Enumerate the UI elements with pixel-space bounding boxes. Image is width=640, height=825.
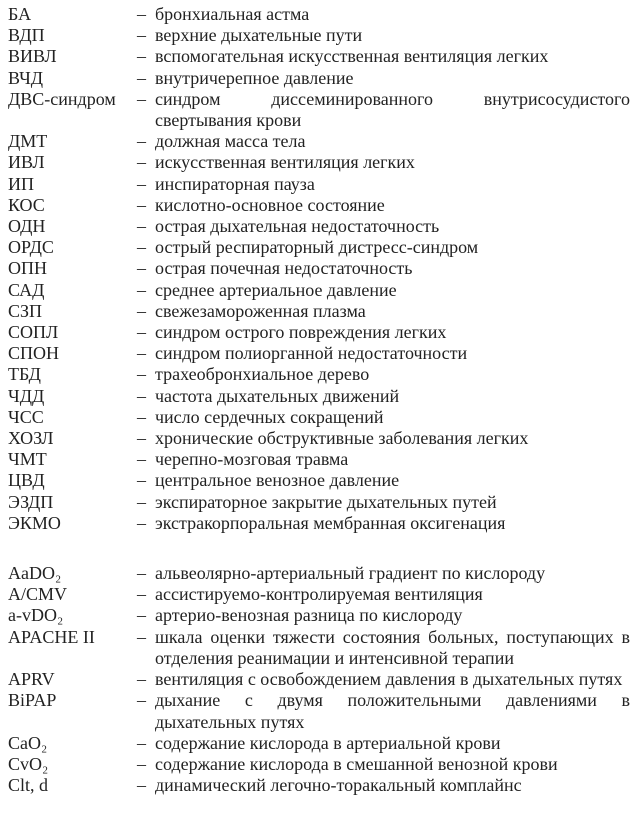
abbreviation-definition: синдром полиорганной недостаточности (155, 343, 468, 364)
abbreviation-term: ЧСС (8, 406, 44, 427)
abbreviation-entry (8, 364, 630, 385)
abbreviation-definition: вентиляция с освобождением давления в дыхательных путях (155, 669, 623, 690)
dash-separator: – (137, 753, 146, 774)
dash-separator: – (137, 406, 146, 427)
abbreviation-entry (8, 754, 630, 775)
abbreviation-term: a-vDO₂ (8, 605, 64, 626)
abbreviation-definition: острая дыхательная недостаточность (155, 216, 440, 237)
abbreviation-definition: синдром диссеминированного внутрисосудистого свертывания крови (155, 88, 630, 131)
abbreviation-section (8, 563, 630, 796)
abbreviation-entry (8, 563, 630, 584)
abbreviation-term: ХОЗЛ (8, 428, 54, 449)
abbreviation-entry (8, 449, 630, 470)
abbreviation-entry (8, 131, 630, 152)
abbreviation-term: БА (8, 4, 32, 24)
abbreviation-term: ОДН (8, 216, 46, 237)
abbreviation-definition: альвеолярно-артериальный градиент по кислороду (155, 563, 546, 584)
abbreviation-term: ВИВЛ (8, 46, 57, 67)
abbreviation-term: СПОН (8, 343, 60, 364)
dash-separator: – (137, 428, 146, 449)
abbreviation-term: САД (8, 279, 45, 300)
abbreviation-entry (8, 470, 630, 491)
abbreviation-entry (8, 301, 630, 322)
abbreviation-entry (8, 216, 630, 237)
abbreviation-term: ЧМТ (8, 449, 47, 470)
abbreviation-term: BiPAP (8, 690, 57, 711)
dash-separator: – (137, 669, 146, 690)
abbreviation-term: APACHE II (8, 626, 95, 647)
dash-separator: – (137, 25, 146, 46)
abbreviation-term: ДВС-синдром (8, 88, 116, 109)
abbreviation-term: ВЧД (8, 67, 44, 88)
abbreviation-term: APRV (8, 669, 55, 690)
abbreviation-term: ОРДС (8, 237, 54, 258)
dash-separator: – (137, 67, 146, 88)
abbreviation-definition: внутричерепное давление (155, 67, 354, 88)
abbreviation-term: ЭЗДП (8, 491, 54, 512)
abbreviation-entry (8, 605, 630, 626)
abbreviation-definition: бронхиальная астма (155, 4, 310, 24)
dash-separator: – (137, 131, 146, 152)
abbreviation-entry (8, 343, 630, 364)
abbreviation-entry (8, 513, 630, 534)
abbreviation-term: A/CMV (8, 584, 68, 605)
abbreviation-term: ЦВД (8, 470, 45, 491)
abbreviation-term: CaO₂ (8, 732, 48, 753)
dash-separator: – (137, 279, 146, 300)
abbreviation-definition: среднее артериальное давление (155, 279, 397, 300)
abbreviation-entry (8, 68, 630, 89)
abbreviation-term: ТБД (8, 364, 41, 385)
abbreviation-entry (8, 669, 630, 690)
abbreviation-definition: артерио-венозная разница по кислороду (155, 605, 463, 626)
abbreviation-entry (8, 152, 630, 173)
abbreviation-entry (8, 428, 630, 449)
dash-separator: – (137, 605, 146, 626)
dash-separator: – (137, 152, 146, 173)
abbreviation-definition: черепно-мозговая травма (155, 449, 349, 470)
abbreviation-definition: экстракорпоральная мембранная оксигенация (155, 512, 506, 533)
abbreviation-term: ДМТ (8, 131, 48, 152)
abbreviation-term: Clt, d (8, 775, 49, 796)
dash-separator: – (137, 491, 146, 512)
abbreviation-definition: верхние дыхательные пути (155, 25, 363, 46)
abbreviation-entry (8, 89, 630, 131)
dash-separator: – (137, 300, 146, 321)
abbreviation-definition: центральное венозное давление (155, 470, 400, 491)
abbreviation-definition: число сердечных сокращений (155, 406, 384, 427)
abbreviation-term: КОС (8, 194, 45, 215)
abbreviation-definition: динамический легочно-торакальный комплайнс (155, 775, 522, 796)
dash-separator: – (137, 626, 146, 647)
abbreviation-entry (8, 237, 630, 258)
abbreviation-entry (8, 322, 630, 343)
dash-separator: – (137, 470, 146, 491)
dash-separator: – (137, 690, 146, 711)
abbreviation-term: ЭКМО (8, 512, 61, 533)
abbreviation-entry (8, 280, 630, 301)
abbreviation-definition: трахеобронхиальное дерево (155, 364, 370, 385)
dash-separator: – (137, 775, 146, 796)
dash-separator: – (137, 237, 146, 258)
abbreviation-term: ИВЛ (8, 152, 45, 173)
dash-separator: – (137, 364, 146, 385)
abbreviation-entry (8, 733, 630, 754)
dash-separator: – (137, 343, 146, 364)
abbreviation-definition: ассистируемо-контролируемая вентиляция (155, 584, 483, 605)
abbreviation-definition: острый респираторный дистресс-синдром (155, 237, 479, 258)
abbreviation-entry (8, 258, 630, 279)
abbreviation-section (8, 4, 630, 534)
abbreviation-term: ОПН (8, 258, 47, 279)
dash-separator: – (137, 194, 146, 215)
abbreviation-entry (8, 492, 630, 513)
abbreviation-term: CvO₂ (8, 753, 49, 774)
abbreviation-term: AaDO₂ (8, 563, 62, 584)
abbreviation-entry (8, 627, 630, 669)
dash-separator: – (137, 563, 146, 584)
dash-separator: – (137, 322, 146, 343)
abbreviation-term: ЧДД (8, 385, 45, 406)
abbreviation-definition: шкала оценки тяжести состояния больных, поступающих в отделения реанимации и интенсивной терапии (155, 626, 630, 668)
abbreviation-definition: искусственная вентиляция легких (155, 152, 415, 173)
abbreviation-definition: хронические обструктивные заболевания легких (155, 428, 529, 449)
dash-separator: – (137, 173, 146, 194)
abbreviation-entry (8, 584, 630, 605)
abbreviation-entry (8, 174, 630, 195)
dash-separator: – (137, 4, 146, 24)
abbreviation-entry (8, 46, 630, 67)
abbreviation-entry (8, 386, 630, 407)
abbreviation-definition: содержание кислорода в смешанной венозной крови (155, 753, 558, 774)
abbreviation-entry (8, 407, 630, 428)
abbreviation-definition: содержание кислорода в артериальной крови (155, 732, 501, 753)
abbreviation-definition: вспомогательная искусственная вентиляция легких (155, 46, 549, 67)
dash-separator: – (137, 88, 146, 109)
abbreviation-definition: экспираторное закрытие дыхательных путей (155, 491, 497, 512)
abbreviation-entry (8, 4, 630, 25)
abbreviation-definition: синдром острого повреждения легких (155, 322, 447, 343)
abbreviation-definition: острая почечная недостаточность (155, 258, 413, 279)
abbreviation-definition: частота дыхательных движений (155, 385, 400, 406)
abbreviation-entry (8, 195, 630, 216)
abbreviation-entry (8, 25, 630, 46)
abbreviation-definition: инспираторная пауза (155, 173, 315, 194)
dash-separator: – (137, 732, 146, 753)
abbreviation-entry (8, 775, 630, 796)
dash-separator: – (137, 385, 146, 406)
dash-separator: – (137, 512, 146, 533)
dash-separator: – (137, 46, 146, 67)
abbreviation-definition: кислотно-основное состояние (155, 194, 385, 215)
abbreviation-definition: свежезамороженная плазма (155, 300, 366, 321)
abbreviation-entry (8, 690, 630, 732)
dash-separator: – (137, 584, 146, 605)
abbreviation-definition: дыхание с двумя положительными давлениями в дыхательных путях (155, 690, 630, 732)
abbreviation-term: СЗП (8, 300, 43, 321)
dash-separator: – (137, 216, 146, 237)
dash-separator: – (137, 258, 146, 279)
abbreviation-term: ИП (8, 173, 34, 194)
abbreviation-term: ВДП (8, 25, 45, 46)
abbreviation-definition: должная масса тела (155, 131, 306, 152)
dash-separator: – (137, 449, 146, 470)
abbreviation-term: СОПЛ (8, 322, 59, 343)
